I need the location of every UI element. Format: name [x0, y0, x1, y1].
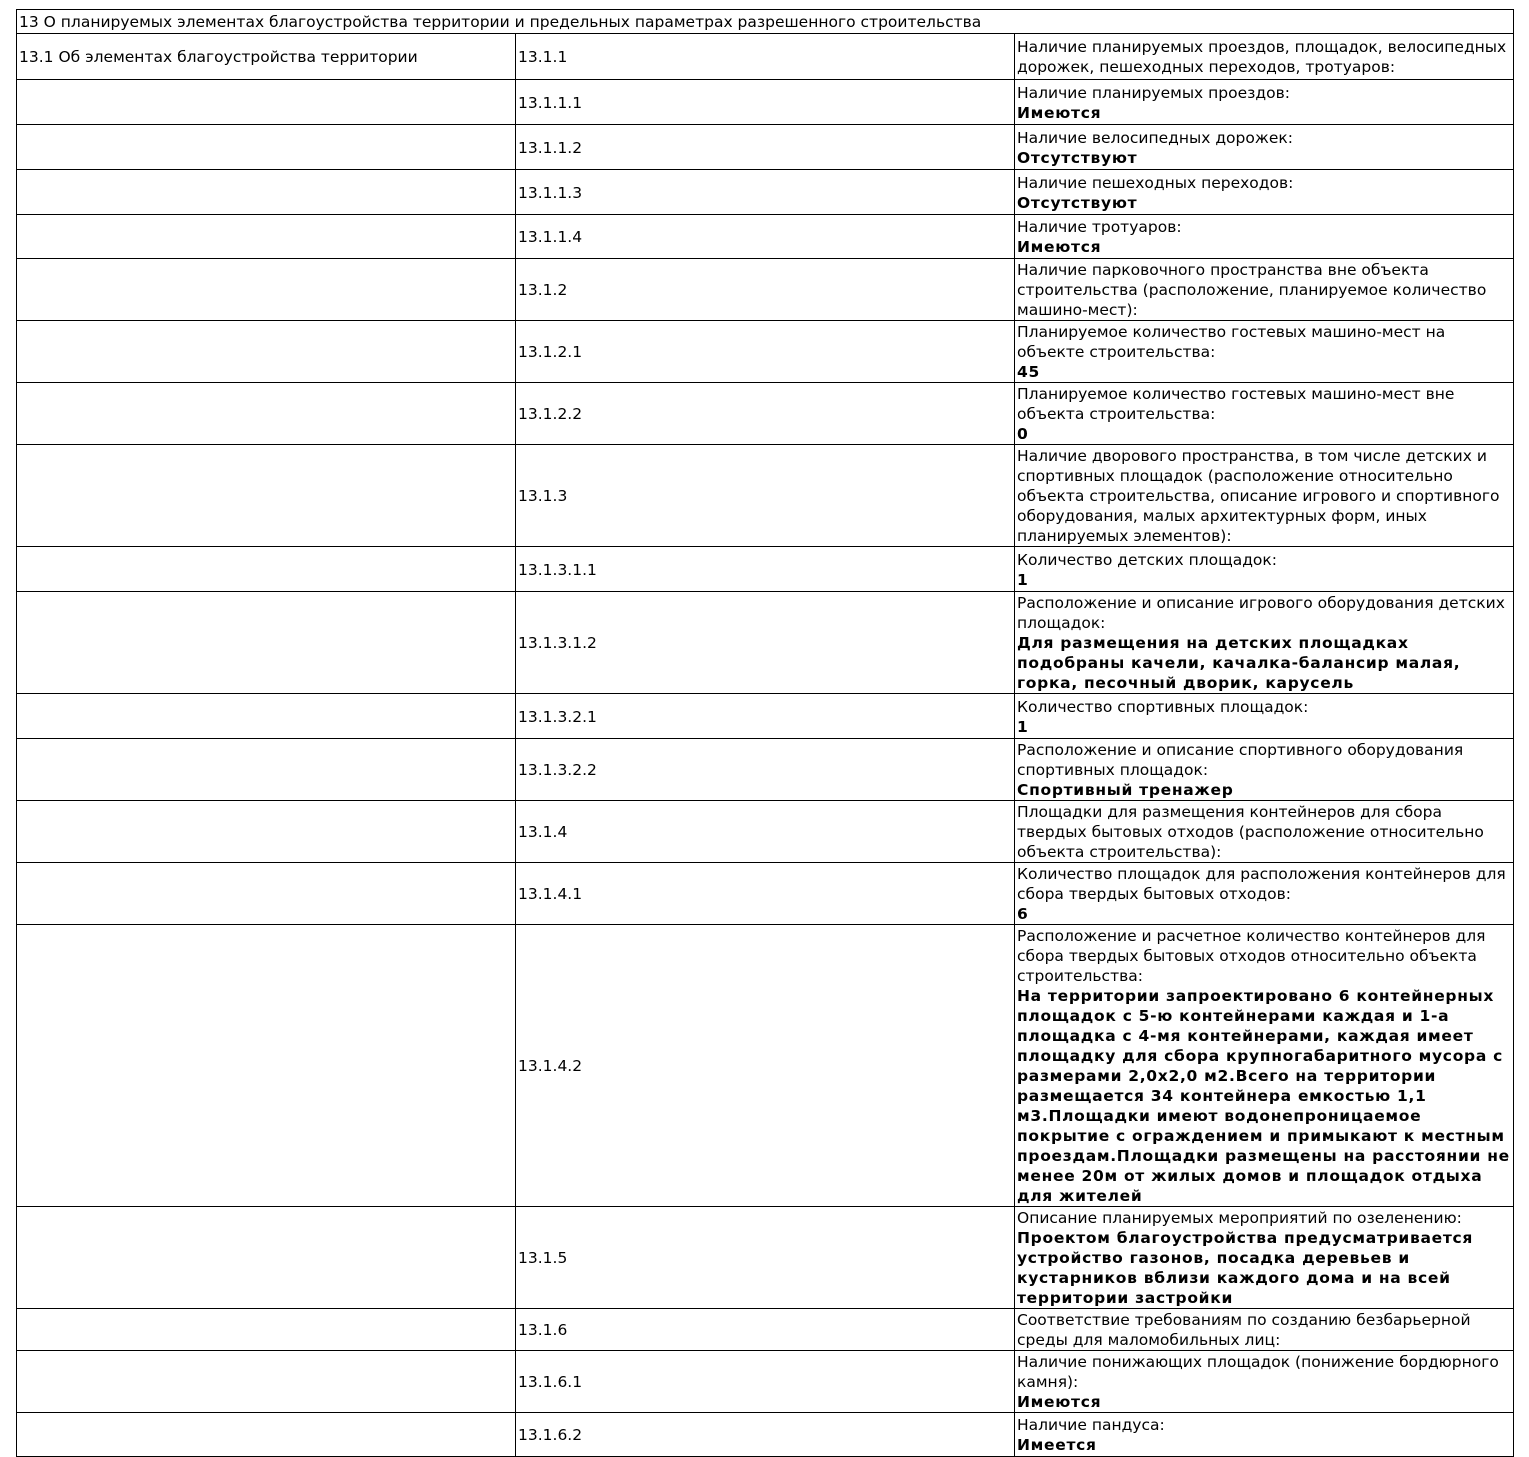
- item-label: Наличие велосипедных дорожек:: [1017, 128, 1293, 147]
- item-label: Наличие планируемых проездов, площадок, велосипедных дорожек, пешеходных переходов, тротуаров:: [1017, 38, 1507, 76]
- item-code: 13.1.3.1.1: [516, 547, 1015, 592]
- item-value: 0: [1017, 425, 1029, 443]
- item-code: 13.1.1.1: [516, 80, 1015, 125]
- item-content: [1015, 80, 1514, 125]
- item-value: Спортивный тренажер: [1017, 781, 1234, 799]
- item-label: Расположение и описание игрового оборудования детских площадок:: [1017, 594, 1505, 632]
- item-content: [1015, 170, 1514, 215]
- item-label: Наличие парковочного пространства вне объекта строительства (расположение, планируемое количество машино-мест):: [1017, 261, 1487, 319]
- item-content: [1015, 925, 1514, 1207]
- empty-cell: [17, 80, 516, 125]
- item-value: Для размещения на детских площадках подобраны качели, качалка-балансир малая, горка, песочный дворик, карусель: [1017, 634, 1461, 692]
- item-code: 13.1.6: [516, 1309, 1015, 1351]
- item-value: Отсутствуют: [1017, 193, 1138, 212]
- item-label: Планируемое количество гостевых машино-мест на объекте строительства:: [1017, 323, 1446, 361]
- item-content: [1015, 383, 1514, 445]
- item-code: 13.1.1.2: [516, 125, 1015, 170]
- empty-cell: [17, 445, 516, 547]
- item-label: Планируемое количество гостевых машино-мест вне объекта строительства:: [1017, 385, 1455, 423]
- table-row: [17, 1413, 1514, 1457]
- table-row: [17, 170, 1514, 215]
- item-label: Количество спортивных площадок:: [1017, 697, 1309, 716]
- table-row: [17, 592, 1514, 694]
- empty-cell: [17, 383, 516, 445]
- empty-cell: [17, 259, 516, 321]
- item-content: [1015, 445, 1514, 547]
- item-content: [1015, 259, 1514, 321]
- empty-cell: [17, 925, 516, 1207]
- empty-cell: [17, 1309, 516, 1351]
- item-value: 6: [1017, 905, 1029, 923]
- item-value: Имеются: [1017, 103, 1102, 122]
- section-title: 13 О планируемых элементах благоустройства территории и предельных параметрах разрешенного строительства: [17, 10, 1514, 34]
- table-row: [17, 1309, 1514, 1351]
- item-value: 1: [1017, 717, 1029, 736]
- table-row: [17, 694, 1514, 739]
- table-row: [17, 125, 1514, 170]
- item-value: Имеются: [1017, 238, 1102, 256]
- item-label: Площадки для размещения контейнеров для сбора твердых бытовых отходов (расположение относительно объекта строительства):: [1017, 803, 1484, 861]
- table-row: [17, 925, 1514, 1207]
- item-code: 13.1.4.2: [516, 925, 1015, 1207]
- empty-cell: [17, 215, 516, 259]
- item-code: 13.1.4.1: [516, 863, 1015, 925]
- item-code: 13.1.6.1: [516, 1351, 1015, 1413]
- item-value: Отсутствуют: [1017, 148, 1138, 167]
- table-row: [17, 739, 1514, 801]
- item-code: 13.1.2: [516, 259, 1015, 321]
- table-row: [17, 863, 1514, 925]
- item-label: Наличие планируемых проездов:: [1017, 83, 1290, 102]
- item-content: [1015, 547, 1514, 592]
- table-row: [17, 383, 1514, 445]
- item-label: Описание планируемых мероприятий по озеленению:: [1017, 1209, 1462, 1227]
- item-value: 1: [1017, 570, 1029, 589]
- item-code: 13.1.3: [516, 445, 1015, 547]
- empty-cell: [17, 863, 516, 925]
- item-code: 13.1.3.1.2: [516, 592, 1015, 694]
- item-label: Расположение и расчетное количество контейнеров для сбора твердых бытовых отходов относительно объекта строительства:: [1017, 927, 1486, 985]
- item-content: [1015, 215, 1514, 259]
- territory-improvement-table: [16, 9, 1514, 1457]
- empty-cell: [17, 321, 516, 383]
- item-code: 13.1.1.4: [516, 215, 1015, 259]
- empty-cell: [17, 547, 516, 592]
- item-content: [1015, 34, 1514, 80]
- item-code: 13.1.2.2: [516, 383, 1015, 445]
- table-row: [17, 80, 1514, 125]
- item-label: Наличие понижающих площадок (понижение бордюрного камня):: [1017, 1353, 1499, 1391]
- empty-cell: [17, 1351, 516, 1413]
- item-label: Количество детских площадок:: [1017, 550, 1278, 569]
- item-code: 13.1.4: [516, 801, 1015, 863]
- item-code: 13.1.2.1: [516, 321, 1015, 383]
- item-label: Наличие тротуаров:: [1017, 218, 1182, 236]
- item-content: [1015, 1309, 1514, 1351]
- table-row: [17, 321, 1514, 383]
- item-code: 13.1.3.2.2: [516, 739, 1015, 801]
- table-row: [17, 1351, 1514, 1413]
- empty-cell: [17, 125, 516, 170]
- table-row: [17, 259, 1514, 321]
- table-row: [17, 34, 1514, 80]
- empty-cell: [17, 739, 516, 801]
- item-content: [1015, 739, 1514, 801]
- empty-cell: [17, 1413, 516, 1457]
- item-label: Соответствие требованиям по созданию безбарьерной среды для маломобильных лиц:: [1017, 1311, 1471, 1349]
- item-content: [1015, 863, 1514, 925]
- item-content: [1015, 125, 1514, 170]
- table-row: [17, 445, 1514, 547]
- empty-cell: [17, 801, 516, 863]
- item-label: Наличие дворового пространства, в том числе детских и спортивных площадок (расположение относительно объекта строительства, описание игрового и спортивного оборудования, малых архитектурных форм, иных планируемых элементов):: [1017, 447, 1500, 545]
- empty-cell: [17, 170, 516, 215]
- table-row: [17, 547, 1514, 592]
- section-header-row: [17, 10, 1514, 34]
- item-content: [1015, 1351, 1514, 1413]
- item-value: 45: [1017, 363, 1040, 381]
- item-content: [1015, 1207, 1514, 1309]
- item-code: 13.1.6.2: [516, 1413, 1015, 1457]
- item-code: 13.1.5: [516, 1207, 1015, 1309]
- item-content: [1015, 321, 1514, 383]
- item-code: 13.1.3.2.1: [516, 694, 1015, 739]
- item-value: Имеются: [1017, 1393, 1102, 1411]
- item-label: Расположение и описание спортивного оборудования спортивных площадок:: [1017, 741, 1464, 779]
- item-label: Наличие пешеходных переходов:: [1017, 173, 1294, 192]
- table-row: [17, 215, 1514, 259]
- item-value: На территории запроектировано 6 контейнерных площадок с 5-ю контейнерами каждая и 1-а площадка с 4-мя контейнерами, каждая имеет площадку для сбора крупногабаритного мусора с размерами 2,0х2,0 м2.Всего на территории размещается 34 контейнера емкостью 1,1 м3.Площадки имеют водонепроницаемое покрытие с ограждением и примыкают к местным проездам.Площадки размещены на расстоянии не менее 20м от жилых домов и площадок отдыха для жителей: [1017, 987, 1510, 1205]
- item-label: Количество площадок для расположения контейнеров для сбора твердых бытовых отходов:: [1017, 865, 1506, 903]
- item-value: Проектом благоустройства предусматривается устройство газонов, посадка деревьев и кустарников вблизи каждого дома и на всей территории застройки: [1017, 1229, 1474, 1307]
- table-row: [17, 1207, 1514, 1309]
- document-sheet: [16, 9, 1514, 1457]
- item-code: 13.1.1.3: [516, 170, 1015, 215]
- item-value: Имеется: [1017, 1436, 1097, 1454]
- item-content: [1015, 592, 1514, 694]
- item-code: 13.1.1: [516, 34, 1015, 80]
- item-content: [1015, 801, 1514, 863]
- subsection-title: 13.1 Об элементах благоустройства территории: [17, 34, 516, 80]
- table-row: [17, 801, 1514, 863]
- empty-cell: [17, 694, 516, 739]
- item-content: [1015, 694, 1514, 739]
- empty-cell: [17, 592, 516, 694]
- item-content: [1015, 1413, 1514, 1457]
- item-label: Наличие пандуса:: [1017, 1416, 1165, 1434]
- empty-cell: [17, 1207, 516, 1309]
